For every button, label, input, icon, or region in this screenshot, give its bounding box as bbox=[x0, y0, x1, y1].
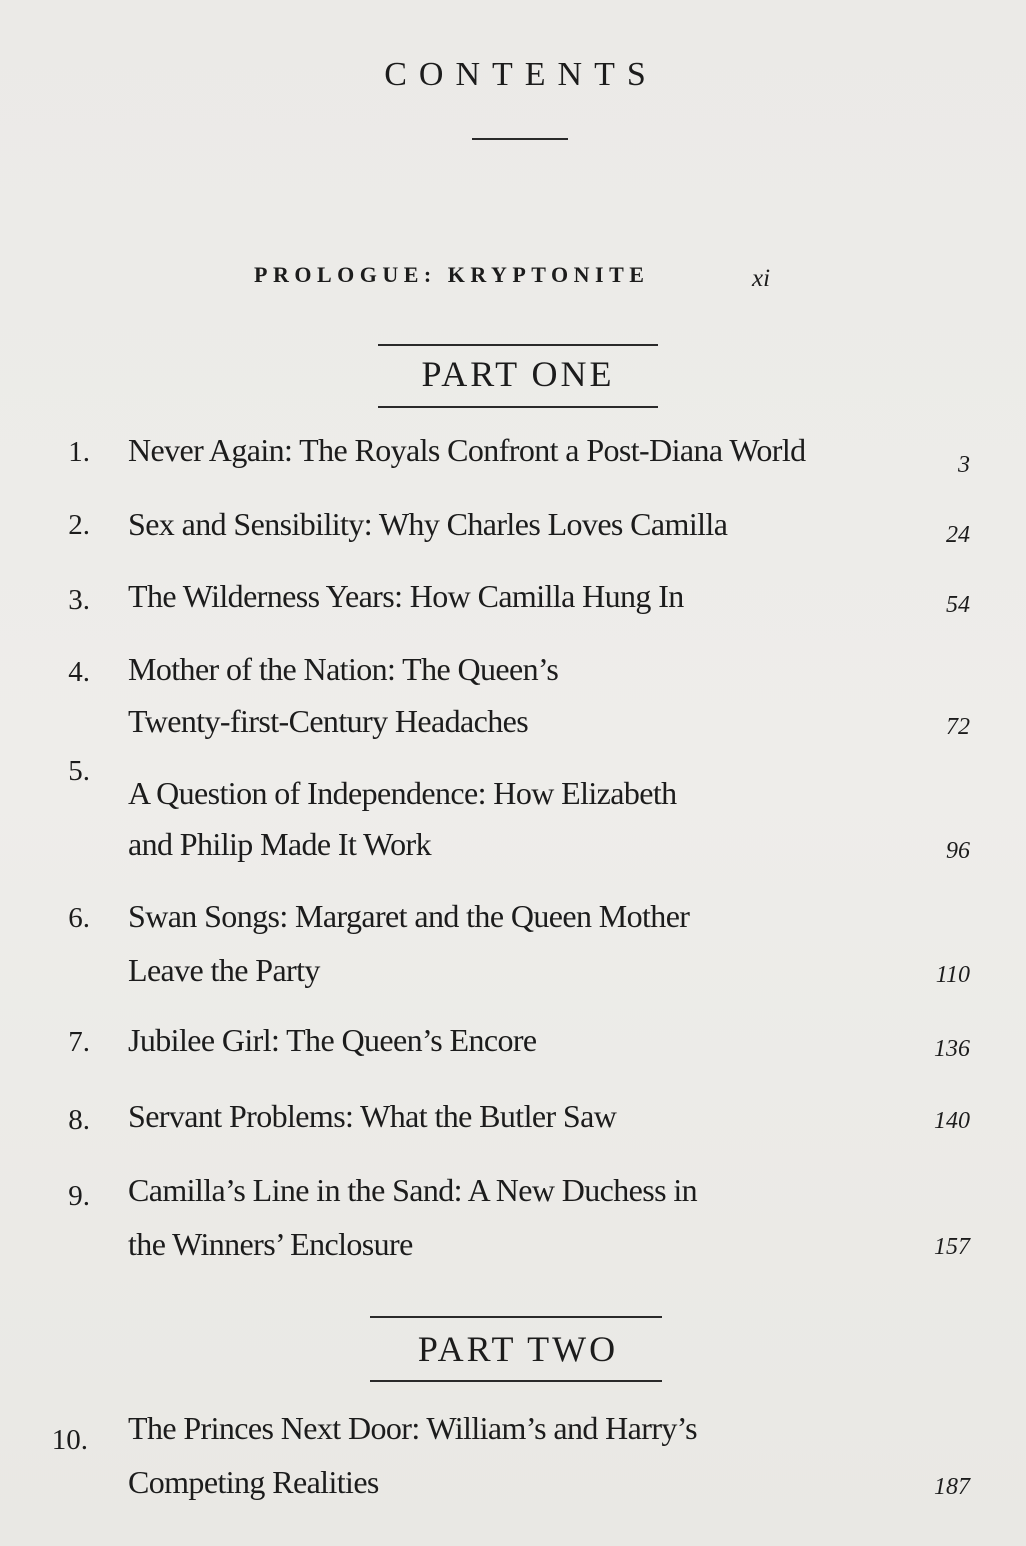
chapter-number: 2. bbox=[68, 509, 90, 541]
chapter-title-line: Mother of the Nation: The Queen’s bbox=[128, 651, 559, 687]
chapter-page-number: 140 bbox=[934, 1108, 970, 1134]
part-two-top-rule bbox=[370, 1316, 662, 1318]
chapter-number: 3. bbox=[68, 584, 90, 616]
prologue-page-number: xi bbox=[752, 265, 771, 292]
part-two-heading: PART TWO bbox=[417, 1329, 619, 1369]
chapter-title-line: Never Again: The Royals Confront a Post-Diana World bbox=[128, 432, 806, 468]
chapter-title-line: and Philip Made It Work bbox=[128, 826, 431, 862]
chapter-title-line: The Princes Next Door: William’s and Harry’s bbox=[128, 1410, 697, 1446]
chapter-page-number: 136 bbox=[934, 1036, 970, 1062]
chapter-title-line: Competing Realities bbox=[128, 1464, 379, 1500]
chapter-page-number: 3 bbox=[958, 452, 970, 478]
chapter-number: 5. bbox=[68, 755, 90, 787]
chapter-title-line: A Question of Independence: How Elizabeth bbox=[128, 775, 677, 811]
chapter-page-number: 54 bbox=[946, 592, 970, 618]
part-one-heading: PART ONE bbox=[421, 354, 615, 394]
chapter-title-line: the Winners’ Enclosure bbox=[128, 1226, 413, 1262]
chapter-number: 1. bbox=[68, 436, 90, 468]
chapter-title-line: Camilla’s Line in the Sand: A New Duchess in bbox=[128, 1172, 698, 1208]
chapter-number: 6. bbox=[68, 902, 90, 934]
chapter-title-line: Leave the Party bbox=[128, 952, 320, 988]
chapter-title-line: Swan Songs: Margaret and the Queen Mother bbox=[128, 898, 690, 934]
chapter-title-line: Servant Problems: What the Butler Saw bbox=[128, 1098, 617, 1134]
chapter-number: 4. bbox=[68, 656, 90, 688]
chapter-title-line: Jubilee Girl: The Queen’s Encore bbox=[128, 1022, 537, 1058]
prologue-title: PROLOGUE: KRYPTONITE bbox=[254, 262, 650, 287]
chapter-page-number: 72 bbox=[946, 714, 970, 740]
chapter-title-line: Sex and Sensibility: Why Charles Loves Camilla bbox=[128, 506, 728, 542]
part-two-bottom-rule bbox=[370, 1380, 662, 1382]
chapter-number: 8. bbox=[68, 1104, 90, 1136]
chapter-title-line: Twenty-first-Century Headaches bbox=[128, 703, 529, 739]
contents-heading: CONTENTS bbox=[384, 56, 658, 93]
chapter-page-number: 24 bbox=[946, 522, 970, 548]
part-one-bottom-rule bbox=[378, 406, 658, 408]
chapter-page-number: 96 bbox=[946, 838, 970, 864]
chapter-number: 9. bbox=[68, 1180, 90, 1212]
chapter-page-number: 157 bbox=[934, 1234, 970, 1260]
chapter-page-number: 187 bbox=[934, 1474, 970, 1500]
chapter-number: 10. bbox=[51, 1424, 88, 1456]
chapter-title-line: The Wilderness Years: How Camilla Hung In bbox=[128, 578, 684, 614]
chapter-page-number: 110 bbox=[935, 962, 970, 988]
heading-rule bbox=[472, 138, 568, 140]
part-one-top-rule bbox=[378, 344, 658, 346]
chapter-number: 7. bbox=[68, 1026, 90, 1058]
